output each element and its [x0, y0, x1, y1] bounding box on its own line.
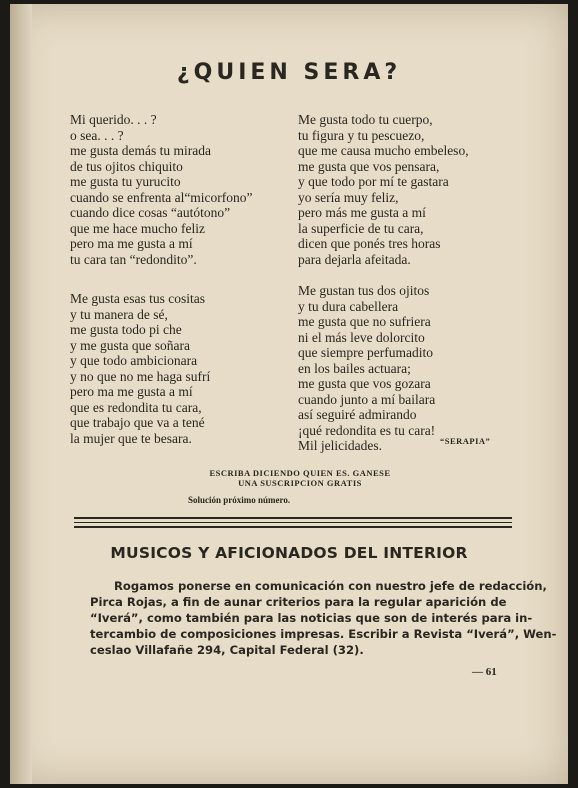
poem-line: pero más me gusta a mí: [298, 205, 426, 220]
poem-line: me gusta que no sufriera: [298, 314, 431, 329]
poem-line: dicen que ponés tres horas: [298, 236, 441, 251]
poem-left-column: [70, 112, 295, 446]
body-line: ceslao Villafañe 294, Capital Federal (32).: [90, 643, 364, 657]
contest-notice: [180, 468, 420, 488]
poem-line: así seguiré admirando: [298, 407, 417, 422]
contest-line: UNA SUSCRIPCION GRATIS: [238, 478, 362, 488]
poem-line: y tu dura cabellera: [298, 298, 399, 314]
poem-line: ¡qué redondita es tu cara!: [298, 422, 436, 438]
poem-line: Me gustan tus dos ojitos: [298, 283, 430, 298]
page-number: — 61: [472, 666, 497, 678]
poem-line: y tu manera de sé,: [70, 306, 168, 322]
poem-line: que me hace mucho feliz: [70, 220, 205, 236]
divider-rule: [74, 526, 512, 528]
poem-line: la mujer que te besara.: [70, 430, 192, 446]
poem-line: cuando dice cosas “autótono”: [70, 205, 231, 220]
poem-line: me gusta que vos gozara: [298, 376, 431, 391]
poem-line: ni el más leve dolorcito: [298, 329, 425, 345]
poem-line: que me causa mucho embeleso,: [298, 143, 469, 158]
poem-line: o sea. . . ?: [70, 127, 124, 143]
poem-stanza: [70, 112, 295, 267]
poem-line: tu cara tan “redondito”.: [70, 251, 197, 267]
poem-line: y que todo por mí te gastara: [298, 174, 449, 189]
divider-rule: [74, 522, 512, 523]
poem-line: me gusta demás tu mirada: [70, 143, 211, 158]
poem-line: y no que no me haga sufrí: [70, 368, 211, 384]
poem-line: yo sería muy feliz,: [298, 189, 399, 205]
poem-line: de tus ojitos chiquito: [70, 158, 183, 174]
poem-line: Mil jelicidades.: [298, 438, 382, 453]
poem-line: cuando se enfrenta al“micorfono”: [70, 189, 253, 205]
section-body: [90, 578, 557, 658]
poem-line: y me gusta que soñara: [70, 337, 190, 353]
body-line: Rogamos ponerse en comunicación con nuestro jefe de redacción,: [114, 579, 547, 593]
poem-line: que siempre perfumadito: [298, 345, 433, 360]
poem-line: que es redondita tu cara,: [70, 399, 202, 415]
body-line: Pirca Rojas, a fin de aunar criterios para la regular aparición de: [90, 595, 507, 609]
section-title: MUSICOS Y AFICIONADOS DEL INTERIOR: [110, 544, 468, 562]
poem-line: tu figura y tu pescuezo,: [298, 127, 425, 143]
poem-line: la superficie de tu cara,: [298, 220, 424, 236]
poem-stanza: [298, 112, 538, 267]
poem-right-column: [298, 112, 538, 454]
poem-signature: “SERAPIA”: [440, 436, 491, 446]
poem-line: pero ma me gusta a mí: [70, 384, 193, 399]
poem-line: para dejarla afeitada.: [298, 251, 411, 267]
poem-line: cuando junto a mí bailara: [298, 391, 436, 407]
poem-line: y que todo ambicionara: [70, 353, 198, 368]
body-line: “Iverá”, como también para las noticias que son de interés para in-: [90, 611, 533, 625]
poem-line: Me gusta esas tus cositas: [70, 291, 205, 306]
poem-line: pero ma me gusta a mí: [70, 236, 193, 251]
magazine-page: [10, 4, 568, 784]
page-gutter: [10, 4, 32, 784]
contest-line: ESCRIBA DICIENDO QUIEN ES. GANESE: [209, 468, 391, 478]
page-title: ¿QUIEN SERA?: [176, 60, 402, 85]
poem-stanza: [70, 291, 295, 446]
poem-line: que trabajo que va a tené: [70, 415, 205, 430]
body-line: tercambio de composiciones impresas. Escribir a Revista “Iverá”, Wen-: [90, 627, 557, 641]
poem-line: Mi querido. . . ?: [70, 112, 157, 127]
poem-line: en los bailes actuara;: [298, 360, 411, 376]
poem-line: Me gusta todo tu cuerpo,: [298, 112, 433, 127]
poem-line: me gusta tu yurucito: [70, 174, 181, 189]
solution-note: Solución próximo número.: [188, 495, 291, 505]
poem-line: me gusta todo pi che: [70, 322, 182, 337]
divider-rule: [74, 517, 512, 519]
poem-stanza: [298, 283, 538, 454]
poem-line: me gusta que vos pensara,: [298, 158, 440, 174]
